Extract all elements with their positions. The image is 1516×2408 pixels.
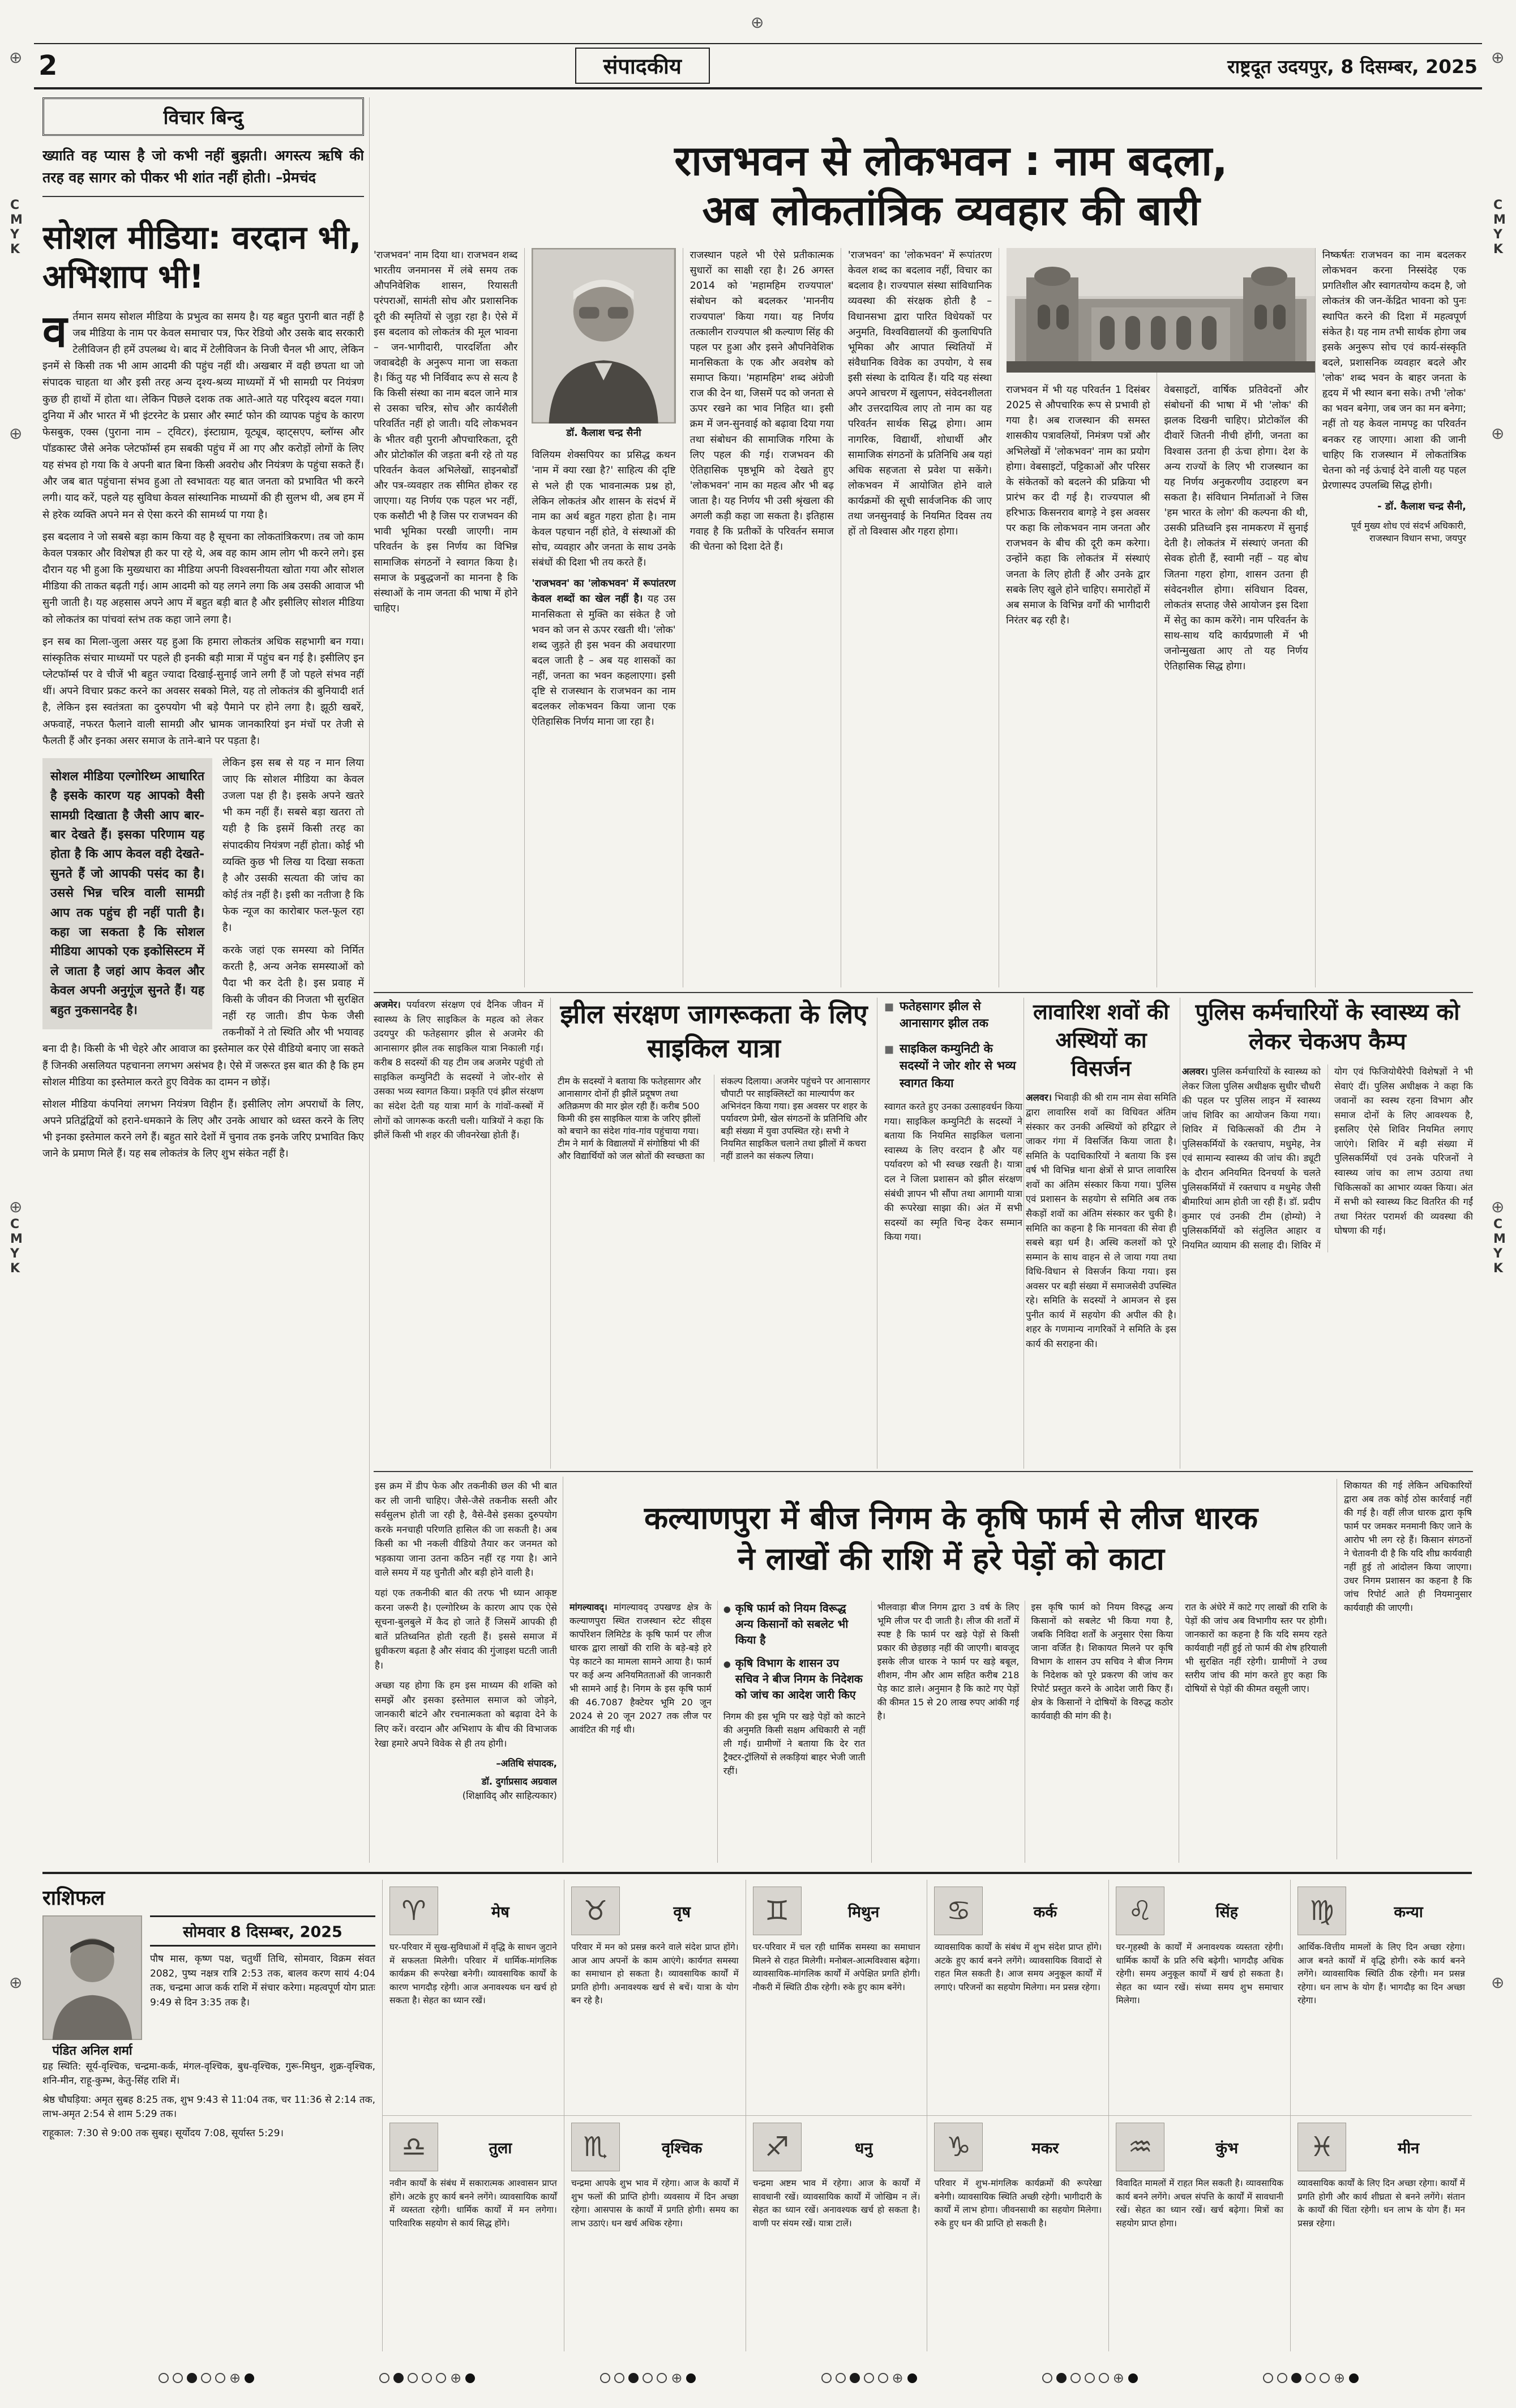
- cmyk-bar: [1493, 199, 1506, 256]
- cycle-article-middle: [550, 998, 877, 1469]
- asthi-article-headline: लावारिश शवों की अस्थियों का विसर्जन: [1033, 999, 1170, 1081]
- author-photo-caption: डॉ. कैलाश चन्द्र सैनी: [566, 427, 641, 439]
- article-paragraph: विलियम शेक्सपियर का प्रसिद्ध कथन 'नाम में क्या रखा है?' साहित्य की दृष्टि से भले ही एक भावनात्मक प्रश्न हो, लेकिन लोकतंत्र और शासन के संदर्भ में नाम का अर्थ बहुत गहरा होता है। नाम केवल पहचान नहीं होते, वे संस्थाओं की सोच, व्यवहार और जनता के साथ उनके संबंधों की दिशा भी तय करते हैं।: [532, 450, 676, 569]
- editorial-pull-quote: सोशल मीडिया एल्गोरिथ्म आधारित है इसके कारण यह आपको वैसी सामग्री दिखाता है जैसी आप बार-बार देखते हैं। इसका परिणाम यह होता है कि आप केवल वही देखते-सुनते हैं जो आपकी पसंद का है। उससे भिन्न चरित्र वाली सामग्री आप तक पहुंच ही नहीं पाती है। कहा जा सकता है कि सोशल मीडिया आपको एक इकोसिस्टम में ले जाता है जहां आप केवल और केवल अपनी अनुगूंज सुनते हैं। यह बहुत नुकसानदेह है।: [42, 758, 212, 1029]
- zodiac-forecast: घर-गृहस्थी के कार्यों में अनावश्यक व्यस्तता रहेगी। धार्मिक कार्यों के प्रति रुचि बढ़ेगी। भागदौड़ अधिक रहेगी। समय अनुकूल कार्यों में खर्च हो सकता है। सेहत का ध्यान रखें। संध्या समय शुभ समाचार मिलेगा।: [1116, 1942, 1284, 2006]
- zodiac-cell-scorpio: [564, 2116, 746, 2351]
- police-article-headline: पुलिस कर्मचारियों के स्वास्थ्य को लेकर चेकअप कैम्प: [1195, 999, 1460, 1055]
- cmyk-letter: K: [10, 242, 20, 256]
- divider: [42, 196, 364, 197]
- cmyk-letter: Y: [1493, 1247, 1502, 1261]
- zodiac-name: मेष: [491, 1903, 509, 1921]
- registration-mark-icon: ⊕: [9, 424, 23, 443]
- zodiac-name: कन्या: [1394, 1903, 1423, 1921]
- bullet-point: ● कृषि फार्म को नियम विरूद्ध अन्य किसानों को सबलेट भी किया है: [723, 1601, 866, 1649]
- zodiac-cell-cancer: [927, 1880, 1108, 2115]
- registration-mark-icon: ⊕: [1491, 1973, 1505, 1992]
- editorial-paragraph: अच्छा यह होगा कि हम इस माध्यम की शक्ति को समझें और इसका इस्तेमाल समाज को जोड़ने, जानकारी बांटने और रचनात्मकता को बढ़ावा देने के लिए करें। वरदान और अभिशाप के बीच की विभाजक रेखा हमारे अपने विवेक से ही तय होगी।: [375, 1680, 557, 1749]
- author-portrait-illustration: [532, 248, 675, 424]
- zodiac-forecast: चन्द्रमा अष्टम भाव में रहेगा। आज के कार्यों में सावधानी रखें। व्यावसायिक कार्यों में जोखिम न लें। सेहत का ध्यान रखें। अनावश्यक खर्च हो सकता है। वाणी पर संयम रखें। यात्रा टालें।: [752, 2178, 920, 2229]
- zodiac-name: वृश्चिक: [662, 2139, 703, 2157]
- main-article-column-1: [374, 248, 524, 987]
- bold-lead-in: 'राजभवन' का 'लोकभवन' में रूपांतरण केवल शब्दों का खेल नहीं है।: [532, 578, 676, 605]
- zodiac-forecast: चन्द्रमा आपके शुभ भाव में रहेगा। आज के कार्यों में शुभ फलों की प्राप्ति होगी। व्यवसाय में दिन अच्छा रहेगा। आसपास के कार्यों में प्रगति होगी। समय का लाभ उठाएं। धन खर्च अधिक रहेगा।: [571, 2178, 739, 2229]
- article-paragraph: 'राजभवन' का 'लोकभवन' में रूपांतरण केवल शब्दों का खेल नहीं है। यह उस मानसिकता से मुक्ति का संकेत है जो भवन को जन से ऊपर रखती थी। 'लोक' शब्द जुड़ते ही इस भवन की अवधारणा बदल जाती है – अब यह शासकों का नहीं, जनता का भवन कहलाएगा। इसी दृष्टि से राजस्थान के राजभवन का नाम बदलकर लोकभवन किया जाना एक ऐतिहासिक निर्णय माना जा रहा है।: [532, 578, 676, 728]
- registration-mark-icon: ⊕: [229, 2370, 241, 2386]
- astrologer-name: पंडित अनिल शर्मा: [52, 2044, 132, 2058]
- cmyk-letter: K: [1493, 242, 1504, 256]
- registration-mark-icon: ⊕: [892, 2370, 903, 2386]
- editorial-paragraph: सोशल मीडिया कंपनियां लगभग नियंत्रण विहीन हैं। इसीलिए लोग अपराधों के लिए, अपने प्रतिद्वंद्वियों को हराने-धमकाने के लिए और उनके आधार को ध्वस्त करने के लिए भी इनका इस्तेमाल करने लगे हैं। बहुत सारे देशों में चुनाव तक इनके जरिए प्रभावित किए जाने के प्रमाण मिले हैं। यह सब लोकतंत्र के लिए शुभ संकेत नहीं है।: [42, 1098, 364, 1160]
- horoscope-section: [42, 1872, 1472, 2356]
- main-article-column-2: [524, 248, 682, 987]
- registration-mark-icon: ⊕: [751, 13, 764, 32]
- registration-dot-group: [1042, 2370, 1138, 2386]
- main-headline-line2: अब लोकतांत्रिक व्यवहार की बारी: [702, 186, 1200, 235]
- horoscope-date-header: सोमवार 8 दिसम्बर, 2025: [150, 1915, 375, 1947]
- cmyk-letter: M: [1493, 213, 1506, 227]
- zodiac-forecast: विवादित मामलों में राहत मिल सकती है। व्यावसायिक कार्य बनने लगेंगे। अचल संपत्ति के कार्यों में सावधानी रखें। सेहत का ध्यान रखें। खर्च बढ़ेगा। मित्रों का सहयोग प्राप्त होगा।: [1116, 2178, 1284, 2229]
- cmyk-letter: M: [10, 1232, 23, 1246]
- article-paragraph: इस कृषि फार्म को नियम विरुद्ध अन्य किसानों को सबलेट भी किया गया है, जबकि निविदा शर्तों के अनुसार ऐसा किया जाना वर्जित है। शिकायत मिलने पर कृषि विभाग के शासन उप सचिव ने बीज निगम के निदेशक को पूरे प्रकरण की जांच कर रिपोर्ट प्रस्तुत करने के आदेश जारी किए हैं। क्षेत्र के किसानों ने दोषियों के विरुद्ध कठोर कार्यवाही की मांग की है।: [1031, 1601, 1174, 1721]
- main-article-column-7: [1315, 248, 1473, 987]
- registration-dot-group: [379, 2370, 475, 2386]
- zodiac-cell-pisces: [1290, 2116, 1472, 2351]
- zodiac-forecast: नवीन कार्यों के संबंध में सकारात्मक आश्वासन प्राप्त होंगे। अटके हुए कार्य बनने लगेंगे। व्यावसायिक कार्यों में व्यस्तता रहेगी। धार्मिक कार्यों में मन लगेगा। पारिवारिक सहयोग से कार्य सिद्ध होंगे।: [389, 2178, 557, 2229]
- article-paragraph: अजमेर। पर्यावरण संरक्षण एवं दैनिक जीवन में स्वास्थ्य के लिए साइकिल के महत्व को लेकर उदयपुर की फतेहसागर झील से अजमेर की आनासागर झील तक साइकिल यात्रा निकाली गई। करीब 8 सदस्यों की यह टीम जब अजमेर पहुंची तो साइकिल कम्युनिटी के सदस्यों ने जोर-शोर से उसका भव्य स्वागत किया। प्रकृति एवं झील संरक्षण का संदेश देती यह यात्रा मार्ग के गांवों-कस्बों में लोगों को जागरूक करती चली। यात्रियों ने कहा कि झीलें किसी भी शहर की जीवनरेखा होती हैं।: [374, 999, 543, 1141]
- editorial-paragraph: इन सब का मिला-जुला असर यह हुआ कि हमारा लोकतंत्र अधिक सहभागी बन गया। सांस्कृतिक संचार माध्यमों पर पहले ही इनकी बड़ी मात्रा में पहुंच बन गई है। इसीलिए इन प्लेटफॉर्म्स पर वे चीजें भी बहुत ज्यादा दिखाई-सुनाई जाने लगी हैं जो पहले संभव नहीं थीं। अपने विचार प्रकट करने का अवसर सबको मिले, यह तो लोकतंत्र की बुनियादी शर्त है, लेकिन इस स्वतंत्रता का दुरुपयोग भी बड़े पैमाने पर होने लगा है। झूठी खबरें, अफवाहें, नफरत फैलाने वाली सामग्री और भ्रामक जानकारियां इन मंचों पर तेजी से फैलती हैं और इनका असर समाज के ताने-बाने पर पड़ता है।: [42, 635, 364, 747]
- seed-farm-right-column: [1337, 1479, 1472, 1859]
- main-headline-line1: राजभवन से लोकभवन : नाम बदला,: [674, 136, 1228, 185]
- sagittarius-icon: ♐: [753, 2123, 802, 2171]
- cmyk-letter: Y: [10, 1247, 19, 1261]
- cmyk-bar: [10, 199, 23, 256]
- cmyk-letter: C: [10, 1217, 20, 1231]
- cycle-article-column-4: [877, 998, 1022, 1469]
- cmyk-bar: [1493, 1218, 1506, 1275]
- registration-dot-group: [600, 2370, 696, 2386]
- zodiac-cell-taurus: [564, 1880, 746, 2115]
- zodiac-cell-aquarius: [1108, 2116, 1290, 2351]
- rajbhavan-building-photo: [1007, 248, 1315, 373]
- seed-farm-trees-article: [569, 1477, 1472, 1863]
- pisces-icon: ♓: [1297, 2123, 1346, 2171]
- registration-mark-icon: ⊕: [1112, 2370, 1124, 2386]
- editorial-paragraph: इस क्रम में डीप फेक और तकनीकी छल की भी बात कर ली जानी चाहिए। जैसे-जैसे तकनीक सस्ती और सर्वसुलभ होती जा रही है, वैसे-वैसे इसका दुरुपयोग करके मनचाही परिणति हासिल की जा सकती है। अब किसी का भी नकली वीडियो तैयार कर जनमत को भड़काया जाना उतना कठिन नहीं रह गया है। आने वाले समय में यह चुनौती और बड़ी होने वाली है।: [375, 1481, 557, 1579]
- main-article-column-3: [683, 248, 841, 987]
- zodiac-name: मकर: [1031, 2139, 1059, 2157]
- cmyk-letter: Y: [1493, 228, 1502, 242]
- zodiac-name: तुला: [489, 2139, 512, 2157]
- bullet-point: ■ साइकिल कम्युनिटी के सदस्यों ने जोर शोर से भव्य स्वागत किया: [884, 1040, 1022, 1092]
- rahukal: राहूकाल: 7:30 से 9:00 तक सुबह। सूर्योदय 7:08, सूर्यास्त 5:29।: [42, 2127, 284, 2139]
- horoscope-left-panel: [42, 1883, 375, 2347]
- header-bottom-rule: [34, 87, 1482, 89]
- zodiac-forecast: आर्थिक-वित्तीय मामलों के लिए दिन अच्छा रहेगा। आज बनते कार्यों में वृद्धि होगी। रुके कार्य बनने लगेंगे। व्यावसायिक स्थिति ठीक रहेगी। मन प्रसन्न रहेगा। धन लाभ के योग हैं। भागदौड़ का दिन अच्छा रहेगा।: [1297, 1942, 1465, 2006]
- zodiac-name: धनु: [854, 2139, 873, 2157]
- bullet-point: ■ फतेहसागर झील से आनासागर झील तक: [884, 998, 1022, 1032]
- column-rule: [1023, 998, 1024, 1469]
- police-health-camp-article: [1182, 998, 1473, 1469]
- main-article-headline: [563, 136, 1339, 236]
- masthead-date: राष्ट्रदूत उदयपुर, 8 दिसम्बर, 2025: [1227, 55, 1478, 78]
- dateline: अलवर।: [1182, 1066, 1208, 1077]
- zodiac-forecast: परिवार में मन को प्रसन्न करने वाले संदेश प्राप्त होंगे। आज आप अपनों के काम आएंगे। कार्यगत समस्या का समाधान हो सकता है। व्यावसायिक कार्यों में प्रगति होगी। अनावश्यक खर्च से बचें। यात्रा के योग बन रहे है।: [571, 1942, 739, 2006]
- article-paragraph: अलवर। पुलिस कर्मचारियों के स्वास्थ्य को लेकर जिला पुलिस अधीक्षक सुधीर चौधरी की पहल पर पुलिस लाइन में स्वास्थ्य जांच शिविर का आयोजन किया गया। शिविर में चिकित्सकों की टीम ने पुलिसकर्मियों के रक्तचाप, मधुमेह, नेत्र एवं सामान्य स्वास्थ्य की जांच की। ड्यूटी के दौरान अनियमित दिनचर्या के चलते पुलिसकर्मियों में रक्तचाप व मधुमेह जैसी बीमारियां आम होती जा रही हैं। डॉ. प्रदीप कुमार एवं उनकी टीम (होम्यो) ने पुलिसकर्मियों को संतुलित आहार व नियमित व्यायाम की सलाह दी। शिविर में योग एवं फिजियोथैरेपी विशेषज्ञों ने भी सेवाएं दीं। पुलिस अधीक्षक ने कहा कि जवानों का स्वस्थ रहना विभाग और समाज दोनों के लिए आवश्यक है, इसलिए ऐसे शिविर नियमित लगाए जाएंगे। शिविर में बड़ी संख्या में पुलिसकर्मियों एवं उनके परिजनों ने स्वास्थ्य जांच का लाभ उठाया तथा चिकित्सकों का आभार व्यक्त किया। अंत में सभी को स्वास्थ्य किट वितरित की गईं तथा निरंतर परामर्श की व्यवस्था की घोषणा की गई।: [1182, 1066, 1473, 1251]
- gemini-icon: ♊: [753, 1887, 802, 1935]
- panchang-info: [150, 1915, 375, 2060]
- article-paragraph: 'राजभवन' का 'लोकभवन' में रूपांतरण केवल शब्द का बदलाव नहीं, विचार का बदलाव है। राज्यपाल संस्था सांविधानिक व्यवस्था की संरक्षक होती है – विधानसभा द्वारा पारित विधेयकों पर अनुमति, विश्वविद्यालयों की कुलाधिपति भूमिका और आपात स्थितियों में संवैधानिक विवेक का उपयोग, ये सब इसी संस्था के दायित्व हैं। यदि यह संस्था अपने आचरण में खुलापन, संवेदनशीलता और उत्तरदायित्व लाए तो नाम का यह परिवर्तन सार्थक सिद्ध होगा। आम नागरिक, विद्यार्थी, शोधार्थी और सामाजिक संगठनों के प्रतिनिधि अब यहां अधिक सहजता से प्रवेश पा सकेंगे। लोकभवन में आयोजित होने वाले कार्यक्रमों की सूची सार्वजनिक की जाए तथा जनसुनवाई के नियमित दिवस तय हों तो विश्वास और गहरा होगा।: [847, 250, 992, 538]
- chaughadiya: श्रेष्ठ चौघड़िया: अमृत सुबह 8:25 तक, शुभ 9:43 से 11:04 तक, चर 11:36 से 2:14 तक, लाभ-अमृत 2:54 से शाम 5:29 तक।: [42, 2094, 375, 2120]
- panchang-details: [42, 2060, 375, 2141]
- main-article-columns: [374, 248, 1473, 987]
- page-header: [34, 43, 1482, 89]
- seed-farm-column-4: [1025, 1601, 1179, 1863]
- section-title: संपादकीय: [575, 48, 710, 84]
- section-divider: [374, 1471, 1473, 1472]
- aquarius-icon: ♒: [1116, 2123, 1164, 2171]
- registration-mark-icon: ⊕: [1491, 48, 1505, 67]
- zodiac-cell-virgo: [1290, 1880, 1472, 2115]
- registration-dot-group: [159, 2370, 254, 2386]
- article-paragraph: राजभवन में भी यह परिवर्तन 1 दिसंबर 2025 से औपचारिक रूप से प्रभावी हो गया है। अब राजस्थान की समस्त शासकीय पत्रावलियों, निमंत्रण पत्रों और अभिलेखों में 'लोकभवन' नाम का प्रयोग होगा। वेबसाइटों, पट्टिकाओं और परिसर के संकेतकों को बदलने की प्रक्रिया भी प्रारंभ कर दी गई है। राज्यपाल श्री हरिभाऊ किसनराव बागड़े ने इस अवसर पर कहा कि लोकभवन नाम जनता और राजभवन के बीच की दूरी कम करेगा। उन्होंने कहा कि लोकतंत्र में संस्थाएं जनता के लिए होती हैं और उनके द्वार सबके लिए खुले होने चाहिए। समारोहों में अब समाज के विभिन्न वर्गों की भागीदारी निरंतर बढ़ रही है।: [1006, 384, 1150, 626]
- astrologer-portrait-illustration: [42, 1915, 142, 2040]
- editorial-paragraph: लेकिन इस सब से यह न मान लिया जाए कि सोशल मीडिया का केवल उजला पक्ष ही है। इसके अपने खतरे भी कम नहीं हैं। सबसे बड़ा खतरा तो यही है कि इसमें किसी तरह का संपादकीय नियंत्रण नहीं होता। कोई भी व्यक्ति कुछ भी लिख या दिखा सकता है और उसकी सत्यता की जांच का कोई तंत्र नहीं है। इसी का नतीजा है कि फेक न्यूज का कारोबार फल-फूल रहा है।: [222, 756, 364, 934]
- main-article-signature-title: पूर्व मुख्य शोध एवं संदर्भ अधिकारी, राजस्थान विधान सभा, जयपुर: [1351, 520, 1466, 544]
- seed-farm-columns: [569, 1601, 1333, 1863]
- cmyk-letter: K: [10, 1261, 20, 1276]
- seed-farm-column-3: [871, 1601, 1025, 1863]
- editorial-column: [42, 97, 364, 1863]
- dateline: अजमेर।: [374, 999, 401, 1010]
- zodiac-name: मीन: [1397, 2139, 1420, 2157]
- article-paragraph: स्वागत करते हुए उनका उत्साहवर्धन किया गया। साइकिल कम्युनिटी के सदस्यों ने बताया कि नियमित साइकिल चलाना स्वास्थ्य के लिए वरदान है और यह पर्यावरण को भी स्वच्छ रखती है। यात्रा दल ने जिला प्रशासन को झील संरक्षण संबंधी ज्ञापन भी सौंपा तथा आगामी यात्रा की रूपरेखा साझा की। अंत में सभी सदस्यों का स्मृति चिन्ह देकर सम्मान किया गया।: [884, 1101, 1022, 1243]
- cmyk-letter: Y: [10, 228, 19, 242]
- taurus-icon: ♉: [571, 1887, 620, 1935]
- zodiac-grid: [382, 1880, 1472, 2351]
- cycle-article-body: टीम के सदस्यों ने बताया कि फतेहसागर और आनासागर दोनों ही झीलें प्रदूषण तथा अतिक्रमण की मार झेल रही हैं। करीब 500 किमी की इस साइकिल यात्रा के जरिए झीलों को बचाने का संदेश गांव-गांव पहुंचाया गया। टीम ने मार्ग के विद्यालयों में संगोष्ठियां भी कीं और विद्यार्थियों को जल स्रोतों की स्वच्छता का संकल्प दिलाया। अजमेर पहुंचने पर आनासागर चौपाटी पर साइक्लिस्टों का माल्यार्पण कर अभिनंदन किया गया। इस अवसर पर शहर के पर्यावरण प्रेमी, खेल संगठनों के प्रतिनिधि और बड़ी संख्या में युवा उपस्थित रहे। सभी ने नियमित साइकिल चलाने तथा झीलों में कचरा नहीं डालने का संकल्प लिया।: [558, 1075, 870, 1161]
- column-rule: [369, 97, 370, 1863]
- editorial-paragraph: वर्तमान समय सोशल मीडिया के प्रभुत्व का समय है। यह बहुत पुरानी बात नहीं है जब मीडिया के नाम पर केवल समाचार पत्र, फिर रेडियो और उसके बाद सरकारी टेलीविजन ही हमें उपलब्ध थे। बाद में टेलीविजन के निजी चैनल भी आए, लेकिन इनमें से किसी तक भी आम आदमी की पहुंच नहीं थी। अखबार में वही छपता था जो संपादक चाहता था और इसी तरह अन्य दृश्य-श्रव्य माध्यमों में भी सामग्री पर नियंत्रण कुछ ही हाथों में होता था। लेकिन पिछले दशक तक आते-आते यह परिदृश्य बदल गया। दुनिया में और भारत में भी इंटरनेट के प्रसार और स्मार्ट फोन की व्यापक पहुंच के कारण फेसबुक, एक्स (पुराना नाम – ट्विटर), इंस्टाग्राम, यूट्यूब, व्हाट्सएप, ब्लॉग्स और पॉडकास्ट जैसे अनेक प्लेटफॉर्म्स हम सबकी पहुंच में आ गए और करोड़ों लोगों के लिए यह संभव हो गया कि वे अपनी बात बिना किसी अवरोध और नियंत्रण के पहुंचा सकते हैं। और जब बात पहुंचाना संभव हुआ तो स्वभावतः यह बात जनता को प्रभावित भी करने लगी। याद करें, पहले यह सुविधा केवल सांस्थानिक माध्यमों की ही सुलभ थी, अब हम में से हरेक व्यक्ति अपने मन से ऐसा करने की सामर्थ्य पा गया है।: [42, 306, 364, 521]
- zodiac-name: कर्क: [1033, 1903, 1057, 1921]
- article-paragraph: रात के अंधेरे में काटे गए लाखों की राशि के पेड़ों की जांच अब विभागीय स्तर पर होगी। जानकारों का कहना है कि यदि समय रहते कार्यवाही नहीं हुई तो फार्म की शेष हरियाली भी सुरक्षित नहीं रहेगी। ग्रामीणों ने उच्च स्तरीय जांच की मांग करते हुए कहा कि दोषियों से पेड़ों की कीमत वसूली जाए।: [1185, 1601, 1327, 1694]
- editorial-author-description: (शिक्षाविद् और साहित्यकार): [462, 1790, 557, 1802]
- cycle-rally-article: [374, 998, 1022, 1469]
- asthi-visarjan-article: [1026, 998, 1176, 1469]
- cmyk-letter: C: [1493, 198, 1503, 212]
- seed-farm-column-5: [1179, 1601, 1333, 1863]
- building-illustration: [1007, 248, 1315, 373]
- article-paragraph: निष्कर्षतः राजभवन का नाम बदलकर लोकभवन करना निस्संदेह एक प्रगतिशील और स्वागतयोग्य कदम है, जो लोकतंत्र की जन-केंद्रित भावना को पुनः स्थापित करने की दिशा में महत्वपूर्ण संकेत है। यह नाम तभी सार्थक होगा जब इसके अनुरूप सोच एवं कार्य-संस्कृति बदले, प्रशासनिक व्यवहार बदले और 'लोक' शब्द भवन के बाहर जनता के हृदय में भी स्थान बना सके। तभी 'लोक' का भवन बनेगा, जब जन का मन बनेगा; नहीं तो यह केवल नामपट्ट का परिवर्तन बनकर रह जाएगा। आशा की जानी चाहिए कि राजस्थान में लोकतांत्रिक चेतना को नई ऊंचाई देने वाली यह पहल प्रेरणास्पद उपलब्धि सिद्ध होगी।: [1322, 250, 1466, 491]
- astrologer-photo: [42, 1915, 142, 2060]
- cmyk-letter: M: [10, 213, 23, 227]
- author-portrait-photo: [532, 248, 675, 424]
- article-paragraph: शिकायत की गई लेकिन अधिकारियों द्वारा अब तक कोई ठोस कार्रवाई नहीं की गई है। वहीं लीज धारक द्वारा कृषि फार्म पर जमकर मनमानी किए जाने के आरोप भी लग रहे हैं। किसान संगठनों ने चेतावनी दी है कि यदि शीघ्र कार्यवाही नहीं हुई तो आंदोलन किया जाएगा। उधर निगम प्रशासन का कहना है कि जांच रिपोर्ट आते ही नियमानुसार कार्यवाही की जाएगी।: [1344, 1480, 1472, 1613]
- cycle-article-column-1: [374, 998, 550, 1469]
- zodiac-forecast: घर-परिवार में सुख-सुविधाओं में वृद्धि के साधन जुटाने में सफलता मिलेगी। परिवार में धार्मिक-मांगलिक कार्यक्रम की रूपरेखा बनेगी। व्यावसायिक कार्यों के कारण भागदौड़ रहेगी। आज अनावश्यक धन खर्च हो सकता है। सेहत का ध्यान रखें।: [389, 1942, 557, 2006]
- zodiac-name: कुंभ: [1215, 2139, 1239, 2157]
- article-paragraph: मांगल्यावद्। मांगल्यावद् उपखण्ड क्षेत्र के कल्याणपुरा स्थित राजस्थान स्टेट सीड्स कार्पोरेशन लिमिटेड के कृषि फार्म पर लीज धारक द्वारा लाखों की राशि के बड़े-बड़े हरे पेड़ काटने का मामला सामने आया है। फार्म पर कई अन्य अनियमितताओं की जानकारी भी सामने आई है। निगम के इस कृषि फार्म की 46.7087 हैक्टेयर भूमि 20 जून 2024 से 20 जून 2027 तक लीज पर आवंटित की गई थी।: [569, 1601, 712, 1735]
- dot-bullet-icon: ●: [723, 1658, 731, 1669]
- libra-icon: ♎: [389, 2123, 438, 2171]
- registration-dot-strip: [159, 2370, 1359, 2386]
- seed-farm-headline-line1: कल्याणपुरा में बीज निगम के कृषि फार्म से लीज धारक: [644, 1499, 1258, 1536]
- main-article-signature: - डॉ. कैलाश चन्द्र सैनी,: [1377, 501, 1466, 512]
- dot-bullet-icon: ●: [723, 1603, 731, 1614]
- editorial-paragraph: इस बदलाव ने जो सबसे बड़ा काम किया वह है सूचना का लोकतांत्रिकरण। तब जो काम केवल पत्रकार और विशेषज्ञ ही कर पा रहे थे, अब वह काम आम लोग भी करने लगे। इस दौरान यह भी हुआ कि मुख्यधारा का मीडिया अपनी विश्वसनीयता खोता गया और सोशल मीडिया की ताकत बढ़ती गई। आम आदमी को यह लगने लगा कि अब उसकी आवाज भी सुनी जाती है। यह अहसास अपने आप में बहुत बड़ी बात है और इसीलिए सोशल मीडिया को लोकतंत्र का पांचवां स्तंभ तक कहा जाने लगा है।: [42, 531, 364, 626]
- zodiac-row-2: [382, 2115, 1472, 2351]
- zodiac-forecast: व्यावसायिक कार्यों के संबंध में शुभ संदेश प्राप्त होंगे। अटके हुए कार्य बनने लगेंगे। व्यावसायिक विवादों से राहत मिल सकती है। आज समय अनुकूल कार्यों में लगाएं। परिजनों का सहयोग मिलेगा। मन प्रसन्न रहेगा।: [934, 1942, 1102, 1992]
- dateline: मांगल्यावद्।: [569, 1601, 607, 1613]
- zodiac-cell-aries: [382, 1880, 564, 2115]
- zodiac-cell-leo: [1108, 1880, 1290, 2115]
- zodiac-row-1: [382, 1880, 1472, 2115]
- leo-icon: ♌: [1116, 1887, 1164, 1935]
- seed-farm-headline: [569, 1498, 1333, 1580]
- zodiac-forecast: घर-परिवार में चल रही धार्मिक समस्या का समाधान मिलने से राहत मिलेगी। मनोबल-आत्मविश्वास बढ़ेगा। व्यावसायिक-मांगलिक कार्यों में अपेक्षित प्रगति होगी। नौकरी में स्थिति ठीक रहेगी। रुके हुए काम बनेंगे।: [752, 1942, 920, 1992]
- main-article-column-4: [841, 248, 999, 987]
- article-paragraph: वेबसाइटों, वार्षिक प्रतिवेदनों और संबोधनों की भाषा में भी 'लोक' की झलक दिखनी चाहिए। प्रोटोकॉल की दीवारें जितनी नीची होंगी, जनता का विश्वास उतना ही ऊंचा होगा। देश के अन्य राज्यों के लिए भी राजस्थान का यह निर्णय अनुकरणीय उदाहरण बन सकता है। संविधान निर्माताओं ने जिस 'हम भारत के लोग' की कल्पना की थी, उसकी प्रतिध्वनि इस नामकरण में सुनाई देती है। लोकतंत्र में संस्थाएं जनता की सेवक होती हैं, स्वामी नहीं – यह बोध जितना गहरा होगा, शासन उतना ही संवेदनशील होगा। संविधान दिवस, लोकतंत्र सप्ताह जैसे आयोजन इस दिशा में सेतु का काम करेंगे। नाम परिवर्तन के साथ-साथ यदि कार्यप्रणाली में भी जनोन्मुखता आए तो यह निर्णय ऐतिहासिक सिद्ध होगा।: [1164, 384, 1308, 673]
- grah-sthiti: ग्रह स्थिति: सूर्य-वृश्चिक, चन्द्रमा-कर्क, मंगल-वृश्चिक, बुध-वृश्चिक, गुरू-मिथुन, शुक्र-वृश्चिक, शनि-मीन, राहू-कुम्भ, केतु-सिंह राशि में।: [42, 2060, 375, 2087]
- editorial-continuation-column: [375, 1479, 557, 1862]
- zodiac-forecast: परिवार में शुभ-मांगलिक कार्यक्रमों की रूपरेखा बनेगी। व्यावसायिक स्थिति अच्छी रहेगी। भागीदारी के कार्यों में लाभ होगा। जीवनसाथी का सहयोग मिलेगा। रुके हुए धन की प्राप्ति हो सकती है।: [934, 2178, 1102, 2229]
- bullet-point: ● कृषि विभाग के शासन उप सचिव ने बीज निगम के निदेशक को जांच का आदेश जारी किए: [723, 1656, 866, 1704]
- zodiac-cell-gemini: [746, 1880, 927, 2115]
- cancer-icon: ♋: [934, 1887, 983, 1935]
- registration-dot-group: [821, 2370, 917, 2386]
- police-article-body: [1182, 1064, 1473, 1252]
- editorial-byline: –अतिथि संपादक,: [496, 1758, 557, 1769]
- seed-farm-headline-line2: ने लाखों की राशि में हरे पेड़ों को काटा: [738, 1541, 1164, 1577]
- zodiac-name: सिंह: [1215, 1903, 1239, 1921]
- editorial-body: [42, 306, 364, 1162]
- drop-cap: व: [42, 306, 67, 357]
- article-paragraph: राजस्थान पहले भी ऐसे प्रतीकात्मक सुधारों का साक्षी रहा है। 26 अगस्त 2014 को 'महामहिम राज्यपाल' संबोधन को बदलकर 'माननीय राज्यपाल' किया गया। यह निर्णय तत्कालीन राज्यपाल श्री कल्याण सिंह की पहल पर हुआ और इसने औपनिवेशिक मानसिकता के एक और अवशेष को समाप्त किया। 'महामहिम' शब्द अंग्रेजी राज की देन था, जिसमें पद को जनता से ऊपर रखने का भाव निहित था। इसी क्रम में जन-सुनवाई को बढ़ावा दिया गया तथा संबोधन की सामाजिक गरिमा के लिए पहल की गई। राजभवन की ऐतिहासिक पृष्ठभूमि को देखते हुए 'लोकभवन' नाम का महत्व और भी बढ़ जाता है। यह निर्णय भी उसी श्रृंखला की अगली कड़ी कहा जा सकता है। इतिहास गवाह है कि प्रतीकों के परिवर्तन समाज की चेतना को दिशा देते हैं।: [690, 250, 834, 553]
- article-paragraph: निगम की इस भूमि पर खड़े पेड़ों को काटने की अनुमति किसी सक्षम अधिकारी से नहीं ली गई। ग्रामीणों ने बताया कि देर रात ट्रैक्टर-ट्रॉलियों से लकड़ियां बाहर भेजी जाती रहीं।: [723, 1711, 866, 1777]
- zodiac-name: वृष: [673, 1903, 691, 1921]
- cmyk-bar: [10, 1218, 23, 1275]
- horoscope-title: राशिफल: [42, 1887, 105, 1910]
- editorial-headline: सोशल मीडिया: वरदान भी, अभिशाप भी!: [42, 219, 362, 296]
- panchang-text: पौष मास, कृष्ण पक्ष, चतुर्थी तिथि, सोमवार, विक्रम संवत 2082, पुष्य नक्षत्र रात्रि 2:53 तक, बालव करण सायं 4:04 तक, चन्द्रमा आज कर्क राशि में संचार करेगा। महत्वपूर्ण योग प्रातः 9:49 से दिन 3:35 तक है।: [150, 1953, 375, 2008]
- registration-mark-icon: ⊕: [9, 1197, 23, 1216]
- section-divider: [374, 992, 1473, 993]
- virgo-icon: ♍: [1297, 1887, 1346, 1935]
- seed-farm-column-2: [717, 1601, 871, 1863]
- editorial-paragraph: करके जहां एक समस्या को निर्मित करती है, अन्य अनेक समस्याओं को पैदा भी कर देती है। इस प्रवाह में किसी के जीवन की निजता भी सुरक्षित नहीं रह जाती। डीप फेक जैसी तकनीकों ने तो स्थिति और भी भयावह बना दी है। किसी के भी चेहरे और आवाज का इस्तेमाल कर ऐसे वीडियो बनाए जा सकते हैं जिनकी असलियत पहचानना लगभग असंभव है। ऐसे में जरूरत इस बात की है कि हम सोशल मीडिया का इस्तेमाल करते हुए विवेक का दामन न छोड़ें।: [42, 944, 364, 1088]
- scorpio-icon: ♏: [571, 2123, 620, 2171]
- registration-mark-icon: ⊕: [450, 2370, 462, 2386]
- registration-mark-icon: ⊕: [9, 1973, 23, 1992]
- capricorn-icon: ♑: [934, 2123, 983, 2171]
- registration-mark-icon: ⊕: [1491, 424, 1505, 443]
- square-bullet-icon: ■: [884, 1001, 894, 1013]
- vichar-bindu-title: विचार बिन्दु: [42, 97, 364, 136]
- zodiac-name: मिथुन: [847, 1903, 880, 1921]
- zodiac-cell-libra: [382, 2116, 564, 2351]
- zodiac-cell-capricorn: [927, 2116, 1108, 2351]
- zodiac-cell-sagittarius: [746, 2116, 927, 2351]
- registration-dot-group: [1263, 2370, 1359, 2386]
- vichar-bindu-quote: ख्याति वह प्यास है जो कभी नहीं बुझती। अगस्त्य ऋषि की तरह वह सागर को पीकर भी शांत नहीं होती। –प्रेमचंद: [42, 147, 364, 186]
- zodiac-forecast: व्यावसायिक कार्यों के लिए दिन अच्छा रहेगा। कार्यों में प्रगति होगी और कार्य शीघ्रता से बनने लगेंगे। संतान के कार्यों की चिंता रहेगी। धन लाभ के योग हैं। मन प्रसन्न रहेगा।: [1297, 2178, 1465, 2229]
- cycle-article-headline: झील संरक्षण जागरूकता के लिए साइकिल यात्रा: [560, 999, 868, 1063]
- registration-mark-icon: ⊕: [9, 48, 23, 67]
- article-paragraph: भीलवाड़ा बीज निगम द्वारा 3 वर्ष के लिए भूमि लीज पर दी जाती है। लीज की शर्तों में स्पष्ट है कि फार्म पर खड़े पेड़ों से किसी प्रकार की छेड़छाड़ नहीं की जाएगी। बावजूद इसके लीज धारक ने फार्म पर खड़े बबूल, शीशम, नीम और आम सहित करीब 218 पेड़ काट डाले। अनुमान है कि काटे गए पेड़ों की कीमत 15 से 20 लाख रुपए आंकी गई है।: [877, 1601, 1020, 1721]
- article-paragraph: अलवर। भिवाड़ी की श्री राम नाम सेवा समिति द्वारा लावारिस शवों का विधिवत अंतिम संस्कार कर उनकी अस्थियों को हरिद्वार ले जाकर गंगा में विसर्जित किया जाता है। समिति के पदाधिकारियों ने बताया कि इस वर्ष भी विभिन्न थाना क्षेत्रों से प्राप्त लावारिस शवों का अंतिम संस्कार किया गया। पुलिस एवं प्रशासन के सहयोग से समिति अब तक सैकड़ों शवों का अंतिम संस्कार कर चुकी है। समिति का कहना है कि मानवता की सेवा ही सबसे बड़ा धर्म है। अस्थि कलशों को पूरे सम्मान के साथ वाहन से ले जाया गया तथा विधि-विधान से विसर्जन किया गया। इस अवसर पर बड़ी संख्या में समाजसेवी उपस्थित रहे। समिति के सदस्यों ने आमजन से इस पुनीत कार्य में सहयोग की अपील की है। शहर के गणमान्य नागरिकों ने समिति के इस कार्य की सराहना की।: [1026, 1092, 1176, 1350]
- cmyk-letter: C: [10, 198, 20, 212]
- article-paragraph: 'राजभवन' नाम दिया था। राजभवन शब्द भारतीय जनमानस में लंबे समय तक औपनिवेशिक शासन, रियासती परंपराओं, सामंती सोच और प्रशासनिक दूरी की स्मृतियों से जुड़ा रहा है। ऐसे में इस बदलाव को लोकतंत्र की मूल भावना – जन-भागीदारी, पारदर्शिता और जवाबदेही के अनुरूप माना जा सकता है। किंतु यह भी निर्विवाद रूप से सत्य है कि किसी संस्था का नाम बदल जाने मात्र से उसका चरित्र, सोच और कार्यशैली परिवर्तित नहीं हो जाती। यदि लोकभवन के भीतर वही पुरानी औपचारिकता, दूरी और प्रोटोकॉल की जड़ता बनी रहे तो यह परिवर्तन केवल अभिलेखों, साइनबोर्डों और पत्र-व्यवहार तक सीमित होकर रह जाएगा। यह निर्णय एक पहल भर नहीं, एक कसौटी भी है जिस पर राजभवन की भावी भूमिका परखी जाएगी। नाम परिवर्तन के इस निर्णय का विभिन्न सामाजिक संगठनों ने स्वागत किया है। समाज के प्रबुद्धजनों का मानना है कि संस्थाओं के नाम जनता की भाषा में होने चाहिए।: [374, 250, 518, 614]
- cmyk-letter: M: [1493, 1232, 1506, 1246]
- registration-mark-icon: ⊕: [1333, 2370, 1345, 2386]
- square-bullet-icon: ■: [884, 1043, 894, 1055]
- registration-mark-icon: ⊕: [671, 2370, 683, 2386]
- cmyk-letter: C: [1493, 1217, 1503, 1231]
- seed-farm-column-1: [569, 1601, 717, 1863]
- registration-mark-icon: ⊕: [1491, 1197, 1505, 1216]
- editorial-author: डॉ. दुर्गाप्रसाद अग्रवाल: [481, 1776, 557, 1787]
- aries-icon: ♈: [389, 1887, 438, 1935]
- editorial-paragraph: यहां एक तकनीकी बात की तरफ भी ध्यान आकृष्ट करना जरूरी है। एल्गोरिथ्म के कारण आप एक ऐसे सूचना-बुलबुले में कैद हो जाते हैं जिसमें आपकी ही बातें प्रतिध्वनित होती रहती हैं। इससे समाज में ध्रुवीकरण बढ़ता है और संवाद की गुंजाइश घटती जाती है।: [375, 1587, 557, 1671]
- page-number: 2: [38, 50, 58, 82]
- dateline: अलवर।: [1026, 1092, 1052, 1104]
- cmyk-letter: K: [1493, 1261, 1504, 1276]
